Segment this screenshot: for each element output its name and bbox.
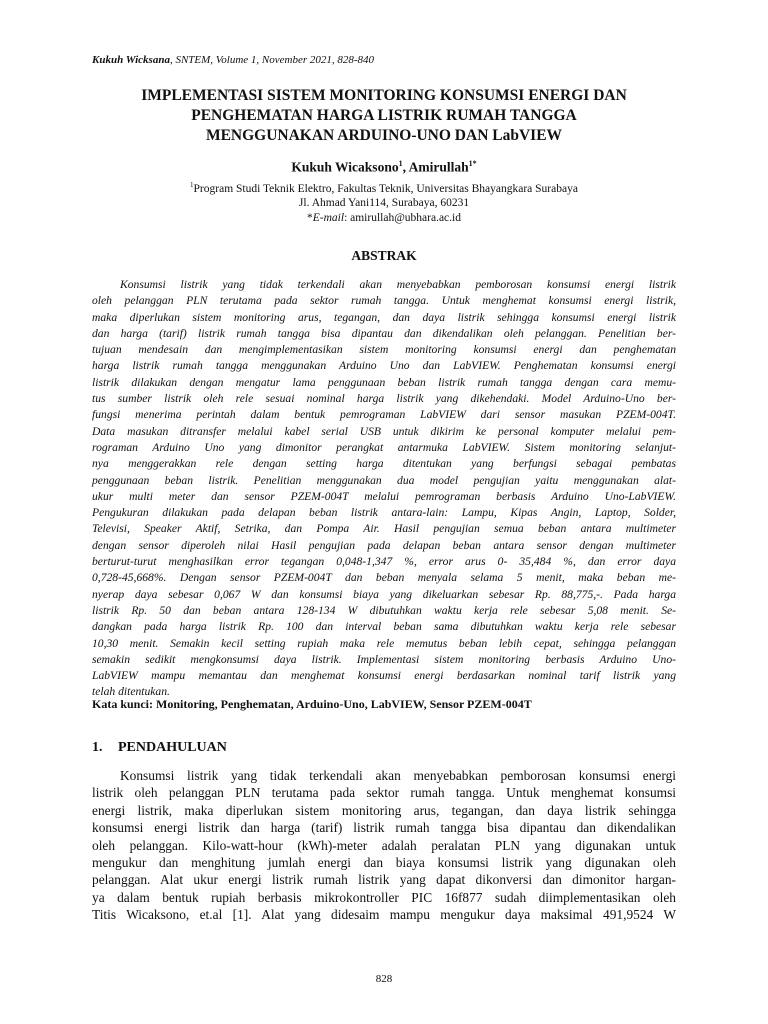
- text-line: rograman Arduino Uno yang dimonitor perangkat antarmuka LabVIEW. Sistem monitoring selanjut-: [92, 440, 676, 454]
- text-line: dangkan pada harga listrik Rp. 100 dan interval beban sama dibutuhkan waktu kerja rele sebesar: [92, 620, 676, 634]
- affiliation: [80, 178, 688, 225]
- text-line: Televisi, Speaker Aktif, Setrika, dan Pompa Air. Hasil pengujian semua beban antara multimeter: [92, 522, 676, 536]
- text-line: Konsumsi listrik yang tidak terkendali akan menyebabkan pemborosan konsumsi energi listrik: [120, 278, 676, 291]
- text-line: oleh pelanggan. Kilo-watt-hour (kWh)-meter adalah peralatan PLN yang digunakan untuk: [92, 837, 676, 853]
- text-line: penggunaan beban listrik. Penelitian menggunakan dua model pengujian yaitu menggunakan alat-: [92, 473, 676, 487]
- text-line: pelanggan. Alat ukur energi listrik rumah listrik yang dapat dikonversi dan dimonitor hargan-: [92, 872, 676, 888]
- text-line: harga listrik rumah tangga menggunakan Arduino Uno dan LabVIEW. Penghematan konsumsi energi: [92, 359, 676, 373]
- abstract-heading: ABSTRAK: [351, 248, 417, 263]
- section-heading: [92, 740, 227, 756]
- page-number: 828: [375, 973, 393, 985]
- text-line: Pengukuran dilakukan pada delapan beban listrik antara-lain: Lampu, Kipas Angin, Laptop, Solder,: [92, 506, 676, 520]
- text-line: energi listrik, maka diperlukan sistem monitoring arus, tegangan, dan daya listrik sehingga: [92, 802, 676, 818]
- paper-title: [80, 86, 688, 146]
- section-title: PENDAHULUAN: [118, 740, 227, 755]
- title-line: PENGHEMATAN HARGA LISTRIK RUMAH TANGGA: [191, 107, 577, 124]
- text-line: listrik oleh pelanggan PLN terutama pada sektor rumah tangga. Untuk menghemat konsumsi: [92, 785, 676, 801]
- text-line: ya dalam bentuk rupiah berbasis mikrokontroller PIC 16f877 sudah diimplementasikan oleh: [92, 889, 676, 905]
- title-line: MENGGUNAKAN ARDUINO-UNO DAN LabVIEW: [205, 127, 563, 144]
- text-line: oleh pelanggan PLN terutama pada sektor rumah tangga. Untuk menghemat konsumsi energi listrik,: [92, 294, 676, 308]
- author-name: Amirullah: [408, 159, 469, 175]
- title-line: IMPLEMENTASI SISTEM MONITORING KONSUMSI ENERGI DAN: [141, 87, 627, 104]
- text-line: listrik Rp. 50 dan beban antara 128-134 W dibutuhkan waktu kerja rele sebesar 5,08 menit. Se-: [92, 603, 676, 617]
- header-author: Kukuh Wicksana: [92, 54, 170, 66]
- affiliation-mark: 1: [190, 181, 194, 189]
- text-line: Data masukan ditransfer melalui kabel serial USB untuk dikirim ke personal komputer melalui pem-: [92, 424, 676, 438]
- abstract-body: [92, 277, 676, 701]
- keywords: Kata kunci: Monitoring, Penghematan, Arduino-Uno, LabVIEW, Sensor PZEM-004T: [92, 697, 532, 711]
- author-name: Kukuh Wicaksono: [291, 159, 399, 175]
- text-line: konsumsi energi listrik dan harga (tarif) listrik rumah tangga bisa dipantau dan dikendalikan: [92, 820, 676, 836]
- text-line: mengukur dan menghitung jumlah energi dan biaya konsumsi listrik yang digunakan oleh: [92, 855, 676, 871]
- text-line: 10,30 menit. Semakin kecil setting rupiah maka rele memutus beban lebih cepat, sehingga pelanggan: [92, 636, 676, 650]
- author-list: [80, 159, 688, 176]
- section-body-paragraph: [92, 767, 676, 924]
- text-line: ukur multi meter dan sensor PZEM-004T melalui pemrograman berbasis Arduino Uno-LabVIEW.: [92, 489, 676, 503]
- text-line: nyerap daya sebesar 0,067 W dan konsumsi biaya yang dikeluarkan sebesar Rp. 88,775,-. Pada harga: [92, 587, 676, 601]
- text-line: 0,728-45,668%. Dengan sensor PZEM-004T dan beban menyala selama 5 menit, maka beban me-: [92, 571, 676, 585]
- text-line: telah ditentukan.: [92, 685, 170, 699]
- text-line: tus sumber listrik oleh rele sesuai nominal harga listrik yang dikehendaki. Model Arduino-Uno ber-: [92, 392, 676, 406]
- affiliation-address: Jl. Ahmad Yani114, Surabaya, 60231: [298, 197, 470, 210]
- text-line: fungsi menerima perintah dalam bentuk pemrograman LabVIEW dari sensor masukan PZEM-004T.: [92, 408, 676, 422]
- text-line: LabVIEW mampu memantau dan menghemat konsumsi energi berdasarkan nominal tarif listrik yang: [92, 669, 676, 683]
- text-line: Konsumsi listrik yang tidak terkendali akan menyebabkan pemborosan konsumsi energi: [120, 768, 676, 783]
- running-header: [92, 54, 374, 66]
- affiliation-institution: $^1$Program Studi Teknik Elektro, Fakultas Teknik, Universitas Bhayangkara Surabaya: [190, 181, 578, 195]
- section-number: 1.: [92, 740, 103, 755]
- text-line: dengan sensor diperoleh nilai Hasil pengujian pada delapan beban antara sensor dengan multimeter: [92, 538, 676, 552]
- text-line: tujuan mendesain dan mengimplementasikan sistem monitoring konsumsi energi dan penghematan: [92, 343, 676, 357]
- author-affiliation-mark: 1: [398, 159, 403, 168]
- affiliation-email: *E-mail: amirullah@ubhara.ac.id: [307, 211, 461, 224]
- text-line: semakin sedikit mengkonsumsi daya listrik. Implementasi sistem monitoring berbasis Arduino Uno-: [92, 652, 676, 666]
- text-line: listrik dilakukan dengan mengatur lama penggunaan beban listrik rumah tangga dengan cara memu-: [92, 375, 676, 389]
- text-line: nya menggerakkan rele dengan setting harga ditentukan yang berfungsi sebagai pembatas: [92, 457, 676, 471]
- text-line: maka diperlukan sistem monitoring arus, tegangan, dan daya listrik sehingga konsumsi energi listrik: [92, 310, 676, 324]
- text-line: Titis Wicaksono, et.al [1]. Alat yang didesaim mampu mengukur daya maksimal 491,9524 W: [92, 907, 676, 923]
- author-separator: ,: [402, 159, 409, 175]
- text-line: berturut-turut menghasilkan error tegangan 0,048-1,347 %, error arus 0- 35,484 %, dan error daya: [92, 555, 676, 569]
- header-citation: , SNTEM, Volume 1, November 2021, 828-840: [169, 54, 375, 66]
- text-line: dan harga (tarif) listrik rumah tangga bisa dipantau dan dikendalikan oleh pelanggan. Penelitian ber-: [92, 326, 676, 340]
- author-affiliation-mark: 1*: [468, 159, 477, 168]
